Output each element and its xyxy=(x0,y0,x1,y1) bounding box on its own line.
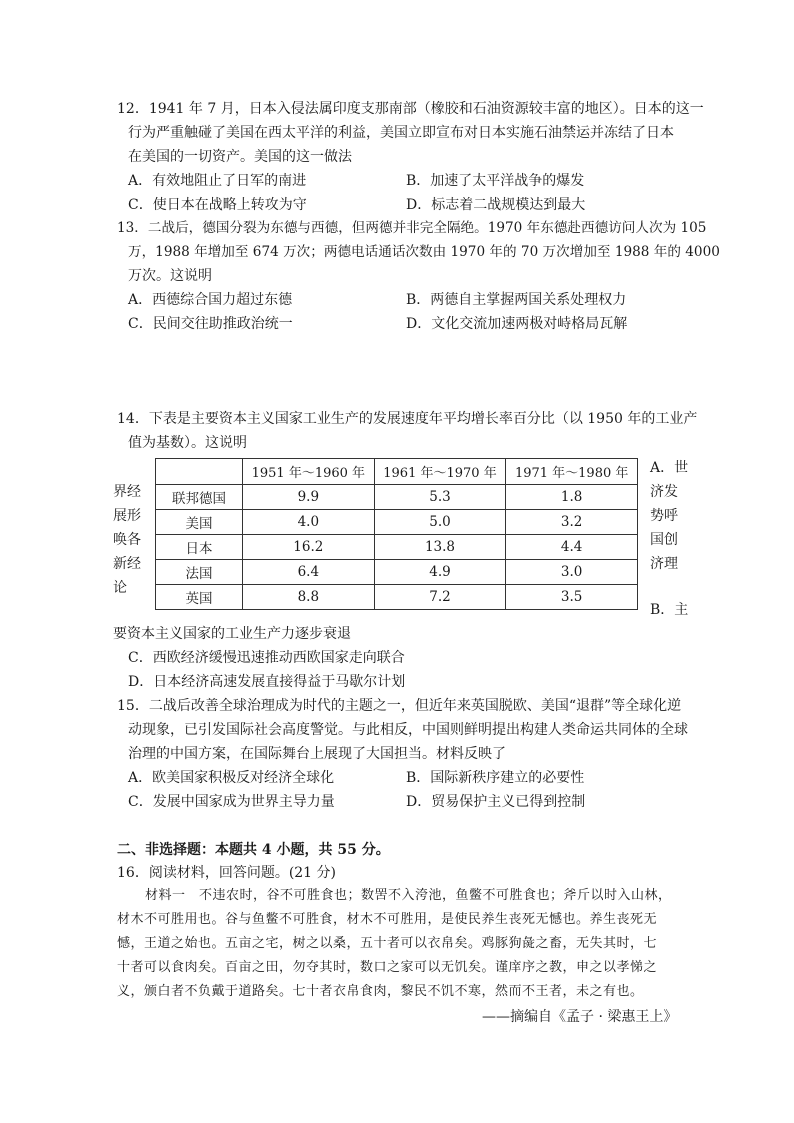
material-line: 义，颁白者不负戴于道路矣。七十者衣帛食肉，黎民不饥不寒，然而不王者，未之有也。 xyxy=(117,984,644,999)
table-header-cell xyxy=(156,459,243,485)
q13-option-c: C．民间交往助推政治统一 xyxy=(128,316,293,332)
q14-left-text: 界经 xyxy=(113,484,141,500)
table-header-cell: 1971 年～1980 年 xyxy=(506,459,638,485)
q15-option-d: D．贸易保护主义已得到控制 xyxy=(406,794,586,810)
table-cell: 9.9 xyxy=(243,485,375,510)
q14-option-c: C．西欧经济缓慢迅速推动西欧国家走向联合 xyxy=(128,650,405,666)
q14-line-1: 14．下表是主要资本主义国家工业生产的发展速度年平均增长率百分比（以 1950 年的工业产 xyxy=(117,411,698,427)
q13-option-a: A．西德综合国力超过东德 xyxy=(128,292,293,308)
q14-left-text: 新经 xyxy=(113,556,141,572)
q15-line-1: 15．二战后改善全球治理成为时代的主题之一，但近年来英国脱欧、美国“退群”等全球化逆 xyxy=(117,698,682,714)
table-cell: 5.0 xyxy=(374,510,506,535)
q14-option-d: D．日本经济高速发展直接得益于马歇尔计划 xyxy=(128,674,406,690)
q13-line-1: 13．二战后，德国分裂为东德与西德，但两德并非完全隔绝。1970 年东德赴西德访问人次为 105 xyxy=(117,220,707,236)
section-title: 二、非选择题：本题共 4 小题，共 55 分。 xyxy=(117,842,390,858)
q16-intro: 16．阅读材料，回答问题。(21 分) xyxy=(117,865,337,881)
material-line: 材木不可胜用也。谷与鱼鳖不可胜食，材木不可胜用，是使民养生丧死无憾也。养生丧死无 xyxy=(117,912,658,927)
q14-option-b-start: B．主 xyxy=(650,602,689,618)
table-cell: 3.2 xyxy=(506,510,638,535)
table-header-row xyxy=(156,459,638,485)
material-line: 憾，王道之始也。五亩之宅，树之以桑，五十者可以衣帛矣。鸡豚狗彘之畜，无失其时，七 xyxy=(117,936,658,951)
table-cell: 联邦德国 xyxy=(156,485,243,510)
q14-left-text: 论 xyxy=(113,580,127,596)
table-row xyxy=(156,485,638,510)
material-source: ——摘编自《孟子 · 梁惠王上》 xyxy=(482,1009,678,1025)
table-cell: 法国 xyxy=(156,560,243,585)
q14-right-text: A．世 xyxy=(650,460,689,476)
q14-right-text: 济发 xyxy=(650,484,678,500)
table-cell: 8.8 xyxy=(243,585,375,610)
q12-option-d: D．标志着二战规模达到最大 xyxy=(406,197,586,213)
q13-option-d: D．文化交流加速两极对峙格局瓦解 xyxy=(406,316,628,332)
table-cell: 6.4 xyxy=(243,560,375,585)
q12-line-2: 行为严重触碰了美国在西太平洋的利益，美国立即宣布对日本实施石油禁运并冻结了日本 xyxy=(128,125,674,141)
q12-option-c: C．使日本在战略上转攻为守 xyxy=(128,197,307,213)
table-cell: 美国 xyxy=(156,510,243,535)
q14-right-text: 国创 xyxy=(650,532,678,548)
q15-option-a: A．欧美国家积极反对经济全球化 xyxy=(128,770,335,786)
table-cell: 5.3 xyxy=(374,485,506,510)
table-row xyxy=(156,560,638,585)
q14-option-b: 要资本主义国家的工业生产力逐步衰退 xyxy=(113,626,351,642)
q15-line-2: 动现象，已引发国际社会高度警觉。与此相反，中国则鲜明提出构建人类命运共同体的全球 xyxy=(128,722,688,738)
q13-line-3: 万次。这说明 xyxy=(128,268,212,284)
table-cell: 16.2 xyxy=(243,535,375,560)
table-cell: 1.8 xyxy=(506,485,638,510)
table-cell: 7.2 xyxy=(374,585,506,610)
table-cell: 日本 xyxy=(156,535,243,560)
table-header-cell: 1951 年～1960 年 xyxy=(243,459,375,485)
q13-option-b: B．两德自主掌握两国关系处理权力 xyxy=(406,292,627,308)
q12-line-1: 12．1941 年 7 月，日本入侵法属印度支那南部（橡胶和石油资源较丰富的地区）。日本的这一 xyxy=(117,101,704,117)
q12-option-b: B．加速了太平洋战争的爆发 xyxy=(406,173,585,189)
q14-line-2: 值为基数）。这说明 xyxy=(128,435,247,451)
table-row xyxy=(156,585,638,610)
growth-rate-table xyxy=(155,458,638,610)
table-row xyxy=(156,535,638,560)
table-cell: 4.0 xyxy=(243,510,375,535)
q15-option-c: C．发展中国家成为世界主导力量 xyxy=(128,794,335,810)
table-cell: 3.0 xyxy=(506,560,638,585)
q14-left-text: 唤各 xyxy=(113,532,141,548)
table-cell: 13.8 xyxy=(374,535,506,560)
q12-option-a: A．有效地阻止了日军的南进 xyxy=(128,173,307,189)
q15-line-3: 治理的中国方案，在国际舞台上展现了大国担当。材料反映了 xyxy=(128,746,506,762)
table-cell: 4.9 xyxy=(374,560,506,585)
table-cell: 3.5 xyxy=(506,585,638,610)
table-row xyxy=(156,510,638,535)
table-header-cell: 1961 年～1970 年 xyxy=(374,459,506,485)
q14-right-text: 济理 xyxy=(650,556,678,572)
material-line: 十者可以食肉矣。百亩之田，勿夺其时，数口之家可以无饥矣。谨庠序之教，申之以孝悌之 xyxy=(117,960,658,975)
q14-right-text: 势呼 xyxy=(650,508,678,524)
q14-left-text: 展形 xyxy=(113,508,141,524)
table-cell: 英国 xyxy=(156,585,243,610)
q12-line-3: 在美国的一切资产。美国的这一做法 xyxy=(128,149,352,165)
material-line: 材料一 不违农时，谷不可胜食也；数罟不入洿池，鱼鳖不可胜食也；斧斤以时入山林， xyxy=(145,888,672,903)
table-cell: 4.4 xyxy=(506,535,638,560)
q13-line-2: 万，1988 年增加至 674 万次；两德电话通话次数由 1970 年的 70 万次增加至 1988 年的 4000 xyxy=(128,244,720,260)
q15-option-b: B．国际新秩序建立的必要性 xyxy=(406,770,585,786)
